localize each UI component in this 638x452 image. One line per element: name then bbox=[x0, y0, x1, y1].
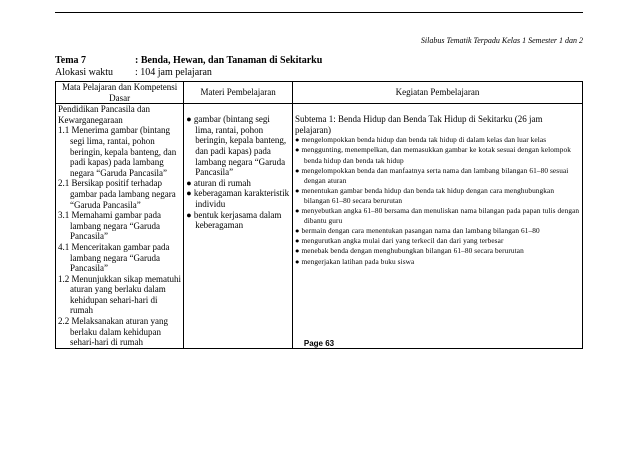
material-item: ● gambar (bintang segi lima, rantai, pohon beringin, kepala banteng, dan padi kapas) pada lambang negara “Garuda Pancasila” bbox=[186, 114, 287, 178]
material-item: ● aturan di rumah bbox=[186, 177, 251, 188]
activity-title: Subtema 1: Benda Hidup dan Benda Tak Hidup di Sekitarku (26 jam pelajaran) bbox=[295, 114, 543, 135]
alokasi-row bbox=[55, 67, 322, 79]
activity-item: ● bermain dengan cara menentukan pasangan nama dan lambang bilangan 61–80 bbox=[295, 226, 540, 236]
tema-value: : Benda, Hewan, dan Tanaman di Sekitarku bbox=[135, 55, 323, 66]
tema-label: Tema 7 bbox=[55, 55, 87, 66]
competency-item: 1.2 Menunjukkan sikap mematuhi aturan yang berlaku dalam kehidupan sehari-hari di rumah bbox=[58, 273, 181, 316]
top-rule bbox=[55, 12, 583, 13]
activity-item: ● menebak benda dengan menghubungkan bilangan 61–80 secara berurutan bbox=[295, 246, 524, 256]
header-competency: Mata Pelajaran dan Kompetensi Dasar bbox=[56, 82, 184, 104]
activity-item: ● mengelompokkan benda hidup dan benda tak hidup di dalam kelas dan luar kelas bbox=[295, 135, 547, 145]
header-activity: Kegiatan Pembelajaran bbox=[293, 82, 583, 104]
header-material: Materi Pembelajaran bbox=[184, 82, 293, 104]
material-item: ● bentuk kerjasama dalam keberagaman bbox=[186, 209, 282, 231]
competency-item: 3.1 Memahami gambar pada lambang negara “Garuda Pancasila” bbox=[58, 210, 161, 242]
alokasi-label: Alokasi waktu bbox=[55, 67, 114, 78]
competency-subject: Pendidikan Pancasila dan Kewarganegaraan bbox=[58, 104, 150, 125]
running-header: Silabus Tematik Terpadu Kelas 1 Semester 1 dan 2 bbox=[420, 36, 583, 45]
activity-item: ● menggunting, menempelkan, dan memasukkan gambar ke kotak sesuai dengan kelompok benda hidup dan benda tak hidup bbox=[295, 145, 571, 165]
page-number: Page 63 bbox=[303, 339, 335, 348]
material-item: ● keberagaman karakteristik individu bbox=[186, 188, 290, 209]
activity-item: ● mengelompokkan benda dan manfaatnya serta nama dan lambang bilangan 61–80 sesuai dengan aturan bbox=[295, 165, 569, 185]
material-cell bbox=[184, 104, 293, 349]
tema-row bbox=[55, 55, 322, 67]
table-header-row bbox=[56, 82, 583, 104]
competency-item: 1.1 Menerima gambar (bintang segi lima, rantai, pohon beringin, kepala banteng, dan padi kapas) pada lambang negara “Garuda Pancasila” bbox=[58, 125, 177, 178]
competency-item: 4.1 Menceritakan gambar pada lambang negara “Garuda Pancasila” bbox=[58, 241, 170, 274]
activity-item: ● mengurutkan angka mulai dari yang terkecil dan dari yang terbesar bbox=[295, 236, 504, 246]
syllabus-table bbox=[55, 81, 583, 349]
alokasi-value: : 104 jam pelajaran bbox=[135, 67, 212, 78]
competency-cell bbox=[56, 104, 184, 349]
activity-item: ● menentukan gambar benda hidup dan benda tak hidup dengan cara menghubungkan bilangan 61–80 secara berurutan bbox=[295, 185, 555, 205]
activity-item: ● menyebutkan angka 61–80 bersama dan menuliskan nama bilangan pada papan tulis dengan dibantu guru bbox=[295, 206, 580, 226]
activity-item: ● mengerjakan latihan pada buku siswa bbox=[295, 256, 415, 266]
competency-item: 2.2 Melaksanakan aturan yang berlaku dalam kehidupan sehari-hari di rumah bbox=[58, 316, 168, 348]
table-row bbox=[56, 104, 583, 349]
activity-cell bbox=[293, 104, 583, 349]
competency-item: 2.1 Bersikap positif terhadap gambar pada lambang negara “Garuda Pancasila” bbox=[58, 178, 176, 210]
topic-block bbox=[55, 55, 322, 79]
